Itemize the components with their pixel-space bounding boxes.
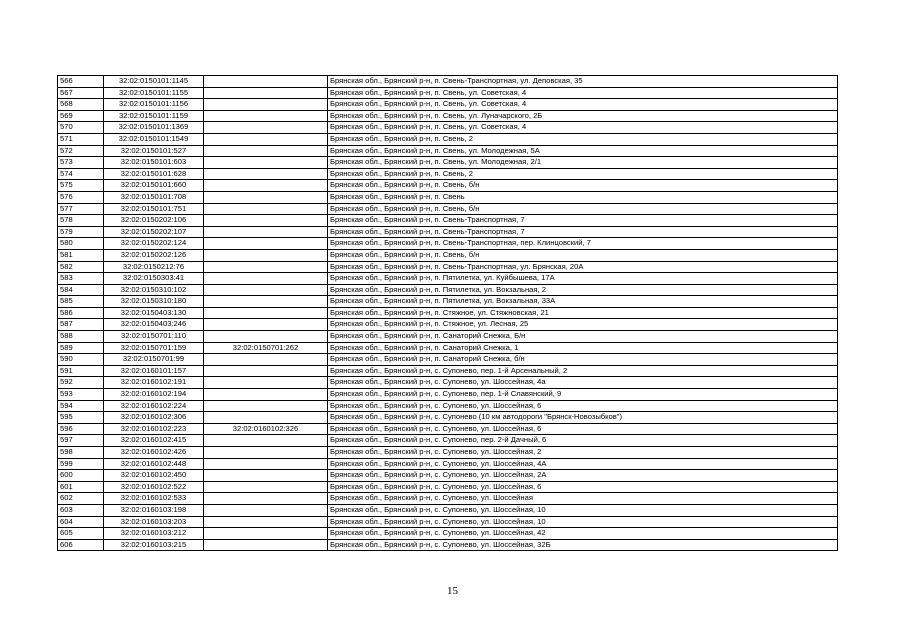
- address-cell: Брянская обл., Брянский р-н, п. Свень-Транспортная, 7: [328, 226, 838, 238]
- table-row: [58, 203, 838, 215]
- row-number-cell: 603: [58, 504, 104, 516]
- row-number-cell: 571: [58, 133, 104, 145]
- address-cell: Брянская обл., Брянский р-н, п. Пятилетка, ул. Куйбышева, 17А: [328, 273, 838, 285]
- table-row: [58, 284, 838, 296]
- cadastral-number-cell: 32:02:0150101:751: [104, 203, 204, 215]
- cadastral-number-cell: 32:02:0150101:1155: [104, 87, 204, 99]
- row-number-cell: 586: [58, 307, 104, 319]
- cadastral-number-cell: 32:02:0160102:522: [104, 481, 204, 493]
- table-row: [58, 273, 838, 285]
- previous-cadastral-number-cell: [204, 307, 328, 319]
- previous-cadastral-number-cell: [204, 122, 328, 134]
- address-cell: Брянская обл., Брянский р-н, п. Свень, ул. Молодежная, 2/1: [328, 157, 838, 169]
- row-number-cell: 583: [58, 273, 104, 285]
- previous-cadastral-number-cell: [204, 133, 328, 145]
- previous-cadastral-number-cell: 32:02:0150701:262: [204, 342, 328, 354]
- row-number-cell: 598: [58, 447, 104, 459]
- previous-cadastral-number-cell: [204, 273, 328, 285]
- table-row: [58, 365, 838, 377]
- table-row: [58, 249, 838, 261]
- previous-cadastral-number-cell: [204, 145, 328, 157]
- address-cell: Брянская обл., Брянский р-н, п. Свень, ул. Советская, 4: [328, 87, 838, 99]
- address-cell: Брянская обл., Брянский р-н, п. Свень, б/н: [328, 180, 838, 192]
- row-number-cell: 572: [58, 145, 104, 157]
- cadastral-number-cell: 32:02:0160102:450: [104, 470, 204, 482]
- page-number: 15: [447, 585, 458, 597]
- address-cell: Брянская обл., Брянский р-н, с. Супонево, пер. 1-й Арсенальный, 2: [328, 365, 838, 377]
- previous-cadastral-number-cell: [204, 528, 328, 540]
- row-number-cell: 575: [58, 180, 104, 192]
- previous-cadastral-number-cell: [204, 458, 328, 470]
- previous-cadastral-number-cell: [204, 226, 328, 238]
- row-number-cell: 566: [58, 76, 104, 88]
- row-number-cell: 595: [58, 412, 104, 424]
- row-number-cell: 592: [58, 377, 104, 389]
- address-cell: Брянская обл., Брянский р-н, с. Супонево, ул. Шоссейная, 2А: [328, 470, 838, 482]
- address-cell: Брянская обл., Брянский р-н, п. Свень, б/н: [328, 249, 838, 261]
- table-row: [58, 447, 838, 459]
- previous-cadastral-number-cell: [204, 389, 328, 401]
- row-number-cell: 591: [58, 365, 104, 377]
- table-row: [58, 528, 838, 540]
- address-cell: Брянская обл., Брянский р-н, п. Свень-Транспортная, пер. Клинцовский, 7: [328, 238, 838, 250]
- cadastral-number-cell: 32:02:0150202:126: [104, 249, 204, 261]
- table-row: [58, 145, 838, 157]
- table-row: [58, 180, 838, 192]
- cadastral-number-cell: 32:02:0160103:198: [104, 504, 204, 516]
- previous-cadastral-number-cell: [204, 412, 328, 424]
- cadastral-number-cell: 32:02:0150101:628: [104, 168, 204, 180]
- row-number-cell: 594: [58, 400, 104, 412]
- row-number-cell: 600: [58, 470, 104, 482]
- cadastral-number-cell: 32:02:0150202:124: [104, 238, 204, 250]
- previous-cadastral-number-cell: [204, 481, 328, 493]
- previous-cadastral-number-cell: [204, 354, 328, 366]
- cadastral-number-cell: 32:02:0150101:603: [104, 157, 204, 169]
- table-row: [58, 377, 838, 389]
- row-number-cell: 605: [58, 528, 104, 540]
- cadastral-number-cell: 32:02:0150310:102: [104, 284, 204, 296]
- cadastral-number-cell: 32:02:0150701:110: [104, 331, 204, 343]
- table-row: [58, 238, 838, 250]
- cadastral-number-cell: 32:02:0150310:180: [104, 296, 204, 308]
- cadastral-number-cell: 32:02:0150101:708: [104, 191, 204, 203]
- cadastral-number-cell: 32:02:0150101:1156: [104, 99, 204, 111]
- table-row: [58, 354, 838, 366]
- previous-cadastral-number-cell: [204, 110, 328, 122]
- previous-cadastral-number-cell: [204, 504, 328, 516]
- address-cell: Брянская обл., Брянский р-н, п. Стяжное, ул. Лесная, 25: [328, 319, 838, 331]
- address-cell: Брянская обл., Брянский р-н, п. Свень, ул. Советская, 4: [328, 99, 838, 111]
- cadastral-number-cell: 32:02:0150101:1369: [104, 122, 204, 134]
- cadastral-number-cell: 32:02:0160102:426: [104, 447, 204, 459]
- previous-cadastral-number-cell: [204, 493, 328, 505]
- cadastral-number-cell: 32:02:0150101:1159: [104, 110, 204, 122]
- row-number-cell: 599: [58, 458, 104, 470]
- address-cell: Брянская обл., Брянский р-н, п. Свень, ул. Советская, 4: [328, 122, 838, 134]
- cadastral-number-cell: 32:02:0150202:107: [104, 226, 204, 238]
- previous-cadastral-number-cell: [204, 539, 328, 551]
- previous-cadastral-number-cell: [204, 191, 328, 203]
- table-row: [58, 435, 838, 447]
- row-number-cell: 574: [58, 168, 104, 180]
- cadastral-number-cell: 32:02:0160103:203: [104, 516, 204, 528]
- table-row: [58, 412, 838, 424]
- row-number-cell: 602: [58, 493, 104, 505]
- cadastral-number-cell: 32:02:0150101:1145: [104, 76, 204, 88]
- previous-cadastral-number-cell: [204, 261, 328, 273]
- address-cell: Брянская обл., Брянский р-н, с. Супонево, ул. Шоссейная, 10: [328, 516, 838, 528]
- cadastral-number-cell: 32:02:0160103:215: [104, 539, 204, 551]
- row-number-cell: 588: [58, 331, 104, 343]
- table-row: [58, 215, 838, 227]
- row-number-cell: 584: [58, 284, 104, 296]
- address-cell: Брянская обл., Брянский р-н, п. Санаторий Снежка, Б/н: [328, 331, 838, 343]
- previous-cadastral-number-cell: [204, 157, 328, 169]
- registry-table: [57, 75, 838, 551]
- previous-cadastral-number-cell: [204, 203, 328, 215]
- previous-cadastral-number-cell: [204, 319, 328, 331]
- cadastral-number-cell: 32:02:0150212:76: [104, 261, 204, 273]
- previous-cadastral-number-cell: [204, 296, 328, 308]
- address-cell: Брянская обл., Брянский р-н, с. Супонево (10 км автодороги "Брянск-Новозыбков"): [328, 412, 838, 424]
- address-cell: Брянская обл., Брянский р-н, с. Супонево, пер. 2-й Дачный, 6: [328, 435, 838, 447]
- address-cell: Брянская обл., Брянский р-н, с. Супонево, ул. Шоссейная, 2: [328, 447, 838, 459]
- table-row: [58, 157, 838, 169]
- address-cell: Брянская обл., Брянский р-н, с. Супонево, ул. Шоссейная, 10: [328, 504, 838, 516]
- cadastral-number-cell: 32:02:0160102:306: [104, 412, 204, 424]
- address-cell: Брянская обл., Брянский р-н, п. Свень: [328, 191, 838, 203]
- row-number-cell: 601: [58, 481, 104, 493]
- address-cell: Брянская обл., Брянский р-н, с. Супонево, ул. Шоссейная, 6: [328, 400, 838, 412]
- row-number-cell: 597: [58, 435, 104, 447]
- previous-cadastral-number-cell: [204, 215, 328, 227]
- cadastral-number-cell: 32:02:0160101:157: [104, 365, 204, 377]
- previous-cadastral-number-cell: [204, 331, 328, 343]
- previous-cadastral-number-cell: [204, 87, 328, 99]
- cadastral-number-cell: 32:02:0150403:246: [104, 319, 204, 331]
- cadastral-number-cell: 32:02:0160102:224: [104, 400, 204, 412]
- previous-cadastral-number-cell: [204, 284, 328, 296]
- table-row: [58, 481, 838, 493]
- table-row: [58, 110, 838, 122]
- row-number-cell: 606: [58, 539, 104, 551]
- table-row: [58, 389, 838, 401]
- row-number-cell: 578: [58, 215, 104, 227]
- cadastral-number-cell: 32:02:0160102:415: [104, 435, 204, 447]
- cadastral-number-cell: 32:02:0160102:448: [104, 458, 204, 470]
- table-row: [58, 226, 838, 238]
- previous-cadastral-number-cell: [204, 516, 328, 528]
- table-row: [58, 342, 838, 354]
- table-row: [58, 133, 838, 145]
- table-row: [58, 400, 838, 412]
- table-row: [58, 296, 838, 308]
- row-number-cell: 568: [58, 99, 104, 111]
- table-row: [58, 331, 838, 343]
- row-number-cell: 569: [58, 110, 104, 122]
- registry-table-body: [58, 76, 838, 551]
- cadastral-number-cell: 32:02:0150701:159: [104, 342, 204, 354]
- table-row: [58, 87, 838, 99]
- cadastral-number-cell: 32:02:0160103:212: [104, 528, 204, 540]
- address-cell: Брянская обл., Брянский р-н, с. Супонево, ул. Шоссейная, 42: [328, 528, 838, 540]
- previous-cadastral-number-cell: [204, 365, 328, 377]
- cadastral-number-cell: 32:02:0150101:660: [104, 180, 204, 192]
- cadastral-number-cell: 32:02:0150403:130: [104, 307, 204, 319]
- row-number-cell: 576: [58, 191, 104, 203]
- address-cell: Брянская обл., Брянский р-н, п. Свень, ул. Молодежная, 5А: [328, 145, 838, 157]
- row-number-cell: 604: [58, 516, 104, 528]
- table-row: [58, 458, 838, 470]
- address-cell: Брянская обл., Брянский р-н, п. Санаторий Снежка, 1: [328, 342, 838, 354]
- row-number-cell: 596: [58, 423, 104, 435]
- table-row: [58, 99, 838, 111]
- address-cell: Брянская обл., Брянский р-н, п. Свень, 2: [328, 133, 838, 145]
- table-row: [58, 76, 838, 88]
- cadastral-number-cell: 32:02:0160102:533: [104, 493, 204, 505]
- previous-cadastral-number-cell: [204, 400, 328, 412]
- row-number-cell: 585: [58, 296, 104, 308]
- row-number-cell: 587: [58, 319, 104, 331]
- previous-cadastral-number-cell: [204, 238, 328, 250]
- table-row: [58, 191, 838, 203]
- cadastral-number-cell: 32:02:0160102:223: [104, 423, 204, 435]
- address-cell: Брянская обл., Брянский р-н, п. Свень-Транспортная, 7: [328, 215, 838, 227]
- cadastral-number-cell: 32:02:0150101:527: [104, 145, 204, 157]
- table-row: [58, 504, 838, 516]
- row-number-cell: 589: [58, 342, 104, 354]
- address-cell: Брянская обл., Брянский р-н, с. Супонево, пер. 1-й Славянский, 9: [328, 389, 838, 401]
- table-row: [58, 423, 838, 435]
- previous-cadastral-number-cell: [204, 99, 328, 111]
- cadastral-number-cell: 32:02:0150202:106: [104, 215, 204, 227]
- cadastral-number-cell: 32:02:0150303:41: [104, 273, 204, 285]
- row-number-cell: 590: [58, 354, 104, 366]
- previous-cadastral-number-cell: 32:02:0160102:326: [204, 423, 328, 435]
- previous-cadastral-number-cell: [204, 377, 328, 389]
- row-number-cell: 567: [58, 87, 104, 99]
- address-cell: Брянская обл., Брянский р-н, п. Стяжное, ул. Стяжновская, 21: [328, 307, 838, 319]
- table-row: [58, 122, 838, 134]
- table-row: [58, 539, 838, 551]
- row-number-cell: 580: [58, 238, 104, 250]
- address-cell: Брянская обл., Брянский р-н, п. Свень-Транспортная, ул. Деповская, 35: [328, 76, 838, 88]
- cadastral-number-cell: 32:02:0150101:1549: [104, 133, 204, 145]
- table-row: [58, 516, 838, 528]
- address-cell: Брянская обл., Брянский р-н, п. Пятилетка, ул. Вокзальная, 2: [328, 284, 838, 296]
- table-row: [58, 470, 838, 482]
- previous-cadastral-number-cell: [204, 76, 328, 88]
- address-cell: Брянская обл., Брянский р-н, с. Супонево, ул. Шоссейная, 4а: [328, 377, 838, 389]
- address-cell: Брянская обл., Брянский р-н, п. Свень, б/н: [328, 203, 838, 215]
- address-cell: Брянская обл., Брянский р-н, п. Свень-Транспортная, ул. Брянская, 20А: [328, 261, 838, 273]
- address-cell: Брянская обл., Брянский р-н, п. Пятилетка, ул. Вокзальная, 33А: [328, 296, 838, 308]
- address-cell: Брянская обл., Брянский р-н, с. Супонево, ул. Шоссейная, 6: [328, 423, 838, 435]
- previous-cadastral-number-cell: [204, 435, 328, 447]
- address-cell: Брянская обл., Брянский р-н, п. Свень, ул. Луначарского, 2Б: [328, 110, 838, 122]
- address-cell: Брянская обл., Брянский р-н, п. Свень, 2: [328, 168, 838, 180]
- previous-cadastral-number-cell: [204, 180, 328, 192]
- previous-cadastral-number-cell: [204, 168, 328, 180]
- address-cell: Брянская обл., Брянский р-н, с. Супонево, ул. Шоссейная, 32Б: [328, 539, 838, 551]
- table-row: [58, 307, 838, 319]
- previous-cadastral-number-cell: [204, 447, 328, 459]
- table-row: [58, 168, 838, 180]
- cadastral-number-cell: 32:02:0160102:191: [104, 377, 204, 389]
- previous-cadastral-number-cell: [204, 249, 328, 261]
- address-cell: Брянская обл., Брянский р-н, с. Супонево, ул. Шоссейная: [328, 493, 838, 505]
- cadastral-number-cell: 32:02:0160102:194: [104, 389, 204, 401]
- row-number-cell: 573: [58, 157, 104, 169]
- address-cell: Брянская обл., Брянский р-н, с. Супонево, ул. Шоссейная, 6: [328, 481, 838, 493]
- address-cell: Брянская обл., Брянский р-н, п. Санаторий Снежка, б/н: [328, 354, 838, 366]
- row-number-cell: 570: [58, 122, 104, 134]
- row-number-cell: 582: [58, 261, 104, 273]
- address-cell: Брянская обл., Брянский р-н, с. Супонево, ул. Шоссейная, 4А: [328, 458, 838, 470]
- row-number-cell: 579: [58, 226, 104, 238]
- table-row: [58, 493, 838, 505]
- row-number-cell: 577: [58, 203, 104, 215]
- table-row: [58, 261, 838, 273]
- row-number-cell: 581: [58, 249, 104, 261]
- table-row: [58, 319, 838, 331]
- previous-cadastral-number-cell: [204, 470, 328, 482]
- row-number-cell: 593: [58, 389, 104, 401]
- cadastral-number-cell: 32:02:0150701:99: [104, 354, 204, 366]
